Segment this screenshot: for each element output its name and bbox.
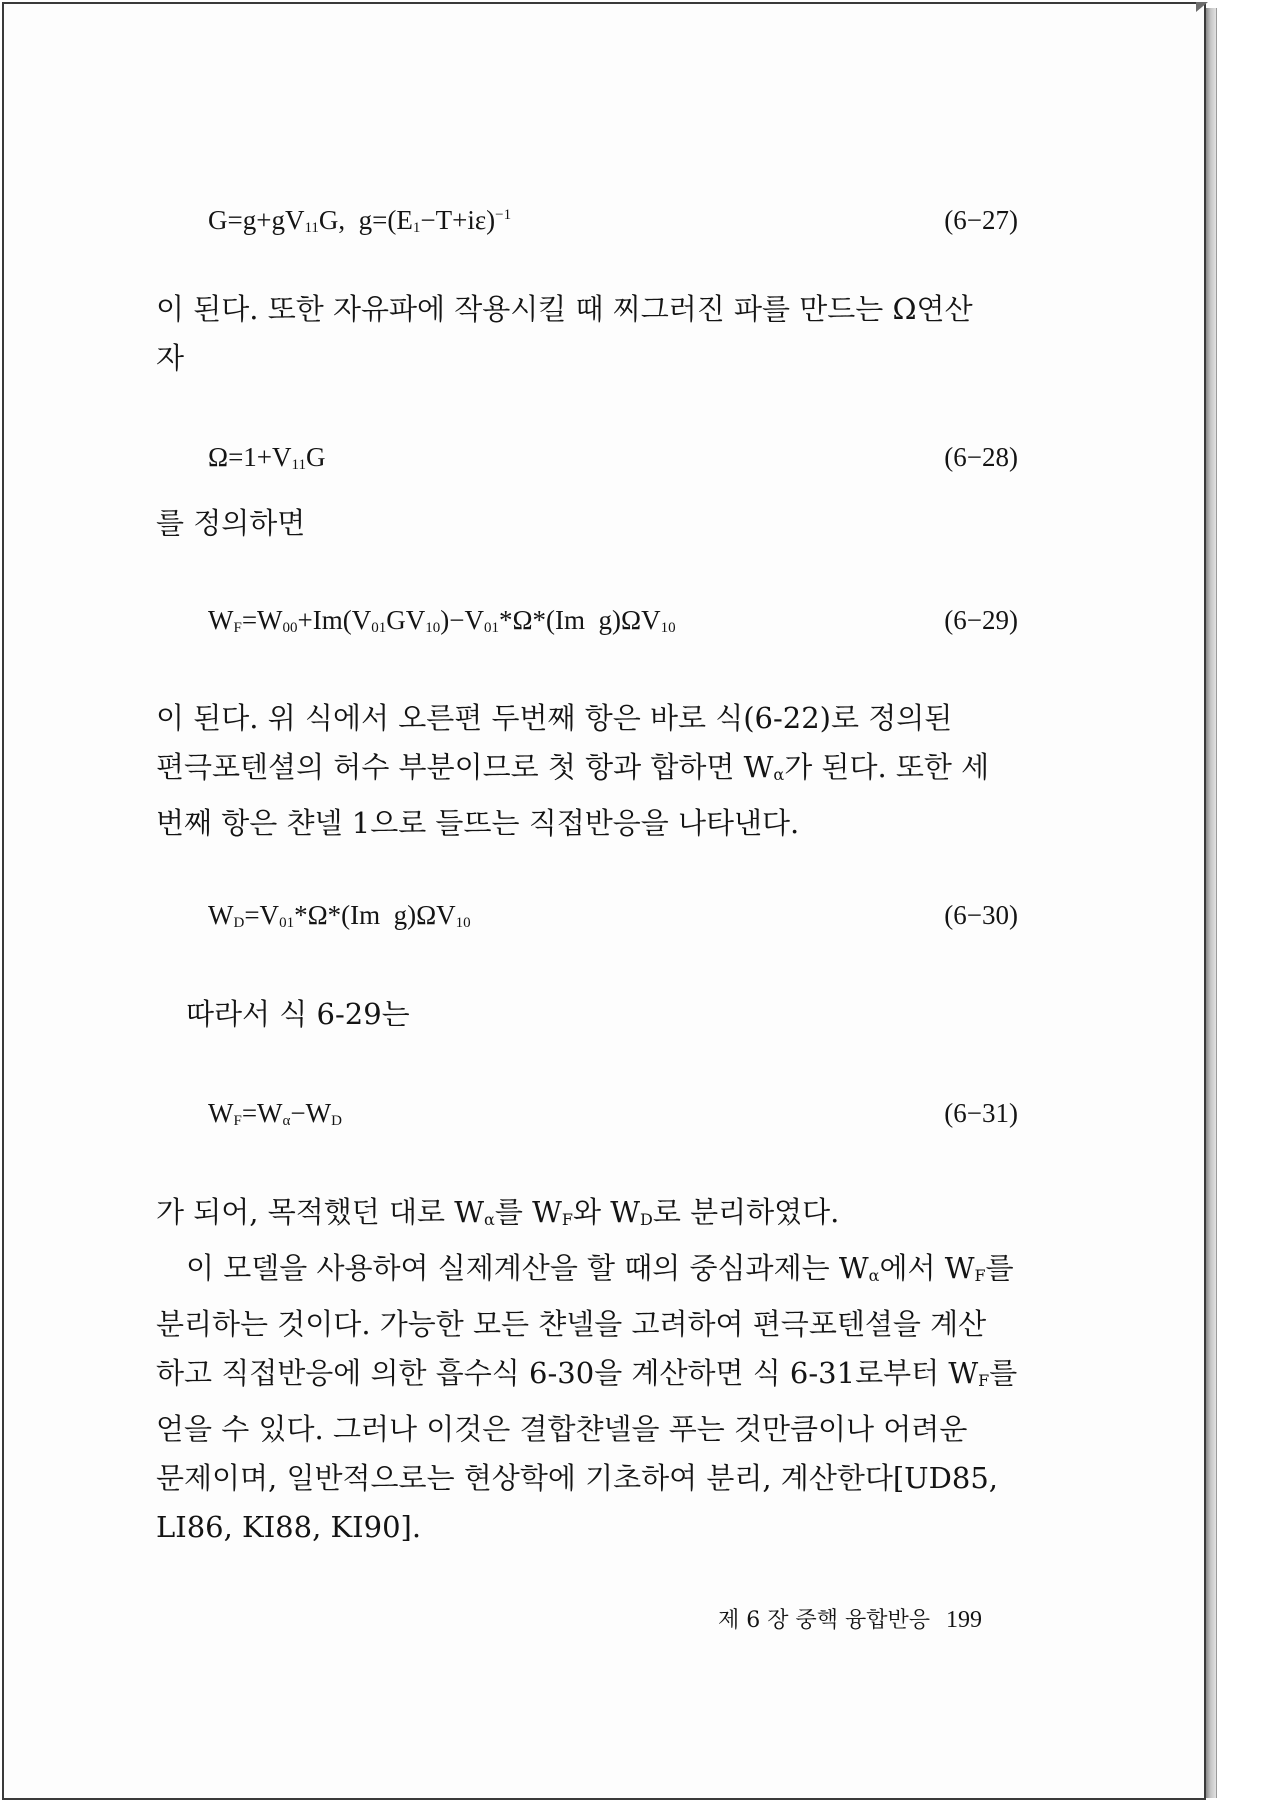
text-line (156, 799, 1040, 848)
equation-6-29 (208, 603, 1018, 645)
equation-number: (6−30) (944, 900, 1018, 930)
page-edge (1206, 8, 1217, 1798)
equation-number: (6−31) (944, 1098, 1018, 1128)
line-text: 문제이며, 일반적으로는 현상학에 기초하여 분리, 계산한다[UD85, (156, 1461, 998, 1495)
line-text: 분리하는 것이다. 가능한 모든 챤넬을 고려하여 편극포텐셜을 계산 (156, 1307, 987, 1341)
text-line (156, 334, 1040, 383)
text-line (156, 743, 1040, 799)
equation-6-28 (208, 440, 1018, 482)
text-line (156, 1188, 1040, 1244)
text-line (156, 1454, 1040, 1503)
paragraph-5 (156, 1188, 1040, 1552)
equation-body: $W_F=W_\alpha-W_D$ (208, 1098, 342, 1129)
paragraph-2 (156, 499, 1040, 548)
line-text: 편극포텐셜의 허수 부분이므로 첫 항과 합하면 $W_\alpha$가 된다. 또한 세 (156, 750, 990, 784)
equation-body: $\Omega=1+V_{11}G$ (208, 442, 326, 473)
line-text: LI86, KI88, KI90]. (156, 1510, 422, 1544)
text-line (156, 1503, 1040, 1552)
equation-6-30 (208, 898, 1018, 940)
equation-number: (6−28) (944, 442, 1018, 472)
line-text: 얻을 수 있다. 그러나 이것은 결합챤넬을 푸는 것만큼이나 어려운 (156, 1412, 968, 1446)
line-text: 이 된다. 또한 자유파에 작용시킬 때 찌그러진 파를 만드는 Ω연산 (156, 292, 973, 326)
line-text: 가 되어, 목적했던 대로 $W_\alpha$를 $W_F$와 $W_D$로 분리하였다. (156, 1195, 840, 1229)
equation-number: (6−27) (944, 205, 1018, 235)
text-line (156, 1349, 1040, 1405)
chapter-title: 제 6 장 중핵 융합반응 (718, 1608, 930, 1633)
equation-6-31 (208, 1096, 1018, 1138)
page-number: 199 (946, 1607, 982, 1633)
text-line (156, 694, 1040, 743)
paragraph-3 (156, 694, 1040, 848)
line-text: 이 모델을 사용하여 실제계산을 할 때의 중심과제는 $W_\alpha$에서 $W_F$를 (186, 1251, 1014, 1285)
text-line (156, 1405, 1040, 1454)
paragraph-1 (156, 285, 1040, 383)
text-line (156, 499, 1040, 548)
equation-body: $G=g+gV_{11}G$, $g=(E_1-T+i\varepsilon)^{-1}$ (208, 205, 512, 236)
line-text: 자 (156, 341, 185, 375)
equation-body: $W_D=V_{01}*\Omega*(Im$ $g)\Omega V_{10}$ (208, 900, 471, 931)
page-corner (1196, 2, 1208, 12)
text-line (156, 285, 1040, 334)
text-line (156, 1300, 1040, 1349)
equation-6-27 (208, 198, 1018, 245)
equation-body: $W_F=W_{00}+Im(V_{01}GV_{10})-V_{01}*\Omega*(Im$ $g)\Omega V_{10}$ (208, 605, 676, 636)
equation-number: (6−29) (944, 605, 1018, 635)
line-text: 하고 직접반응에 의한 흡수식 6-30을 계산하면 식 6-31로부터 $W_F$를 (156, 1356, 1018, 1390)
text-line (156, 1244, 1040, 1300)
paragraph-4 (186, 990, 1070, 1039)
line-text: 를 정의하면 (156, 506, 306, 540)
line-text: 따라서 식 6-29는 (186, 997, 410, 1031)
page-footer (718, 1605, 982, 1636)
line-text: 이 된다. 위 식에서 오른편 두번째 항은 바로 식(6-22)로 정의된 (156, 701, 953, 735)
line-text: 번째 항은 챤넬 1으로 들뜨는 직접반응을 나타낸다. (156, 806, 800, 840)
text-line (186, 990, 1070, 1039)
